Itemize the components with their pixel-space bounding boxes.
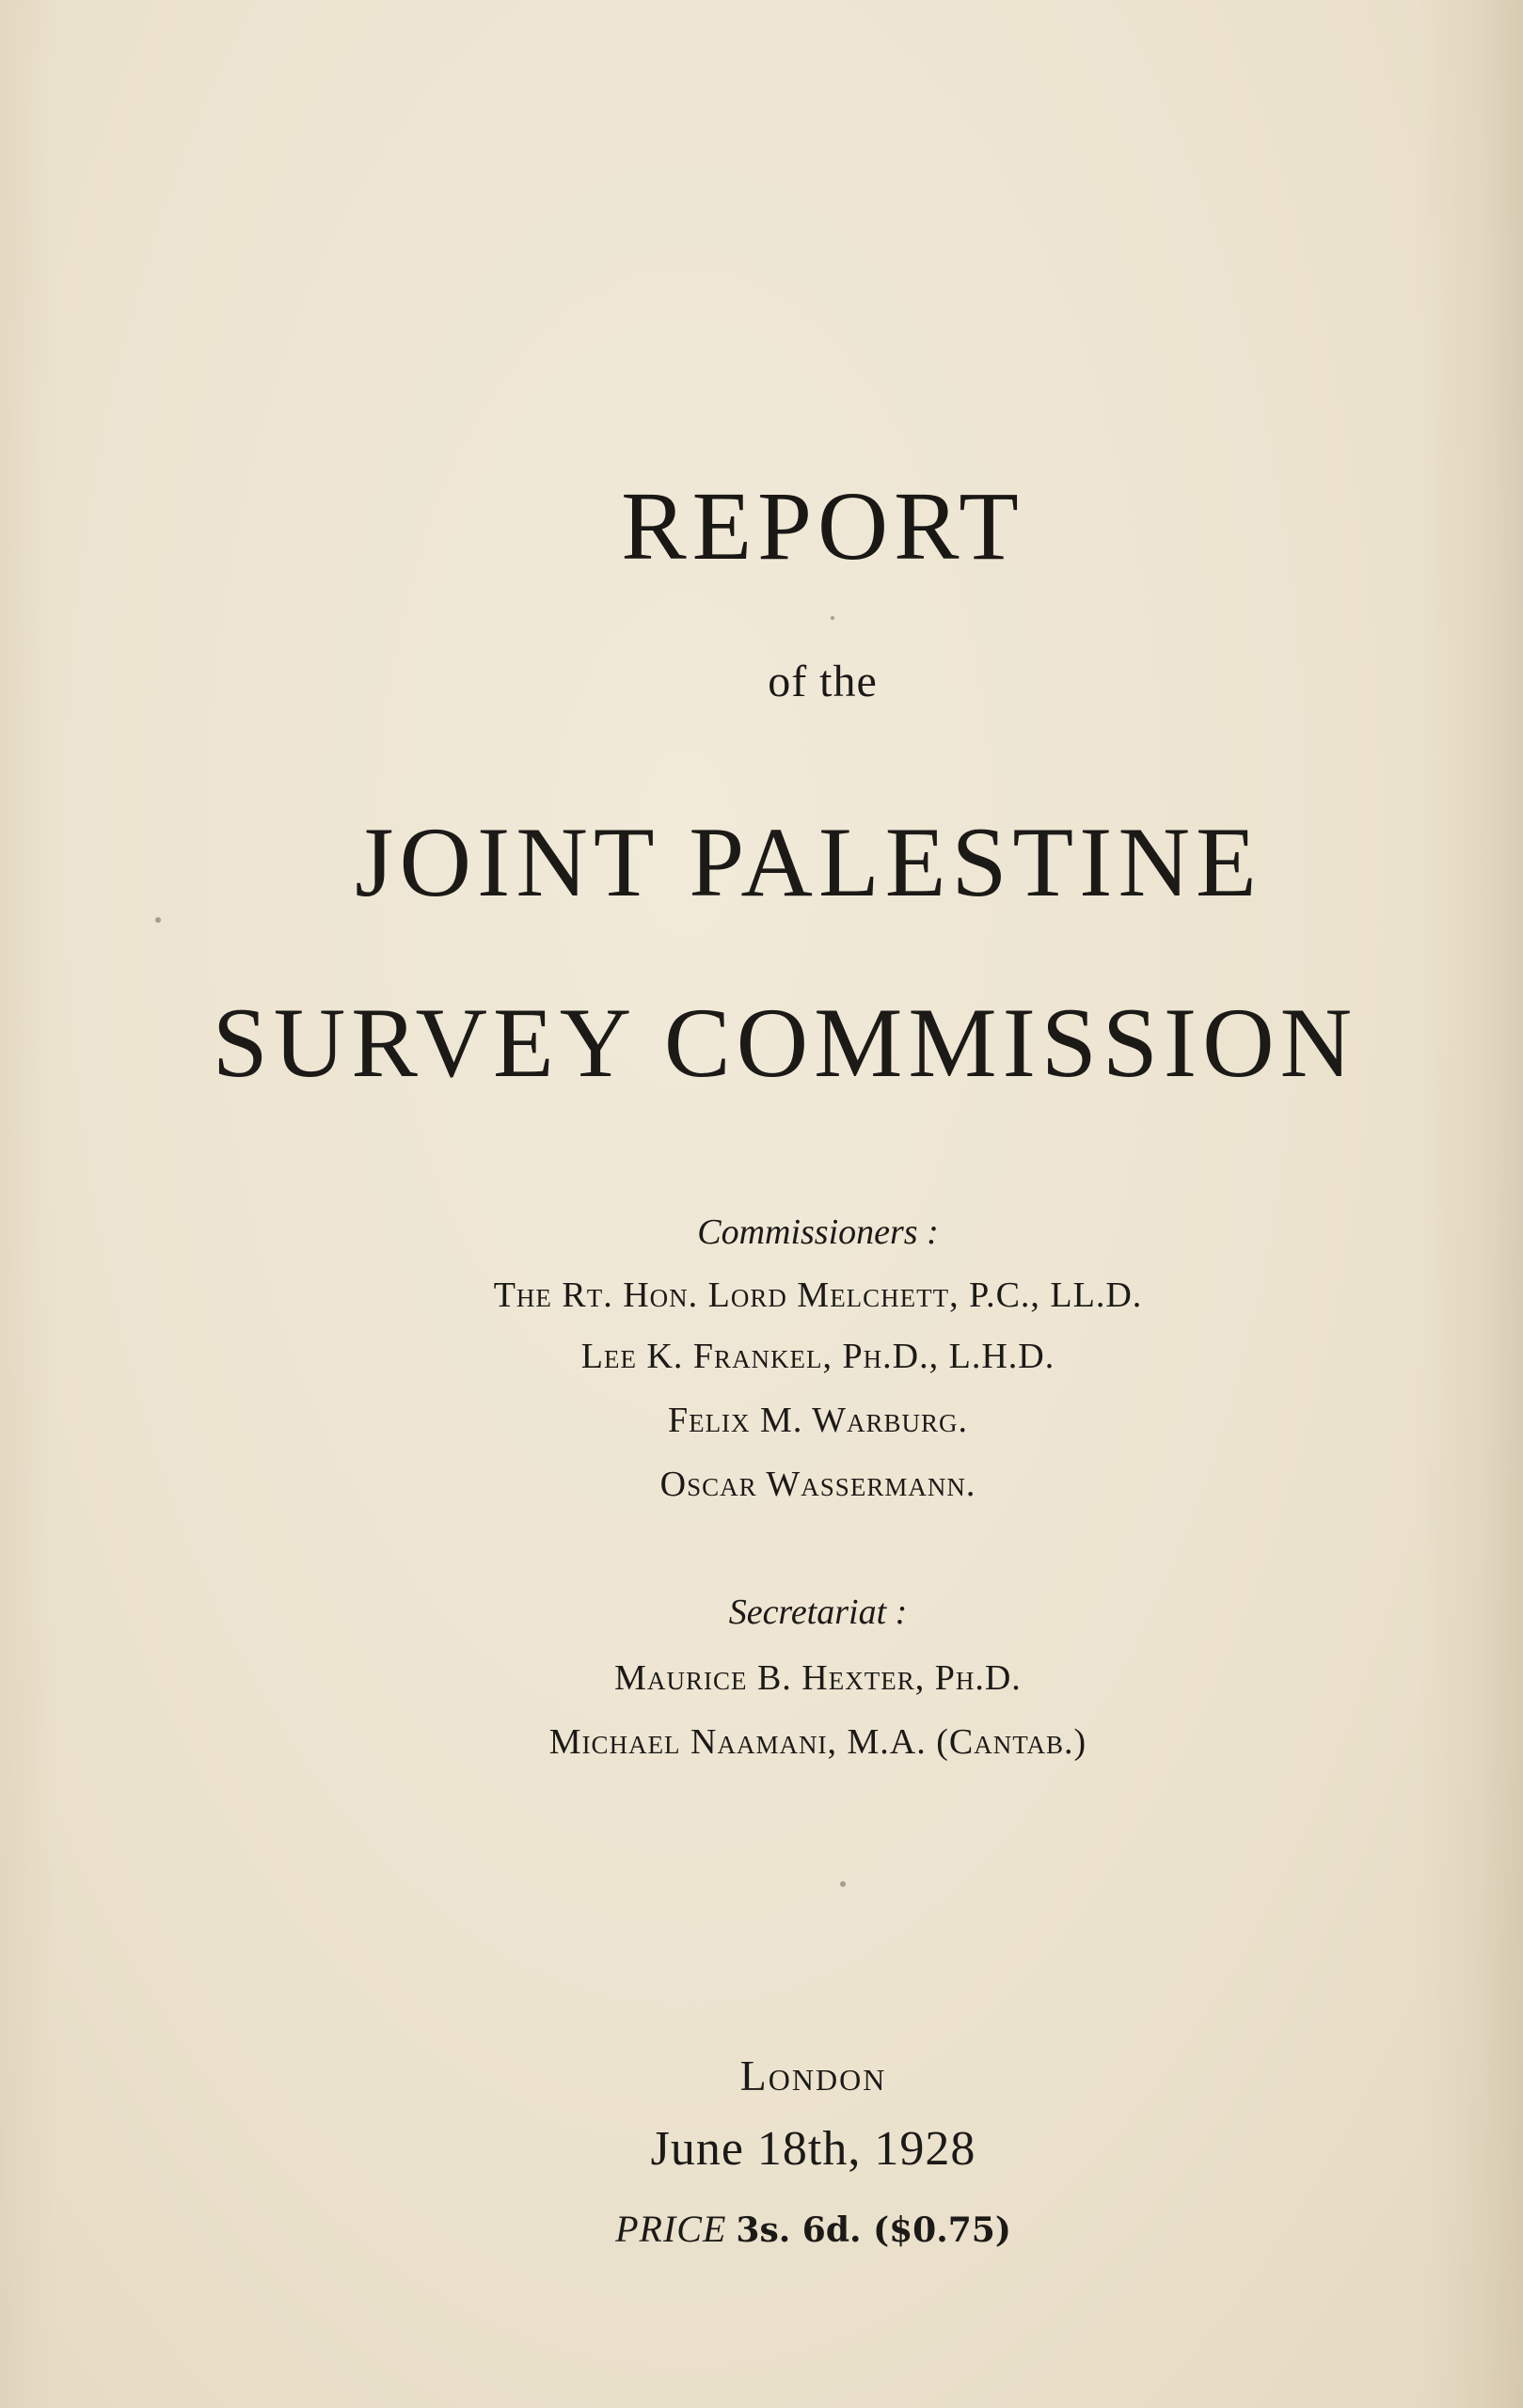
title-line-1: JOINT PALESTINE: [355, 807, 1262, 917]
commissioner-name: Felix M. Warburg.: [667, 1401, 969, 1440]
secretariat-name: Maurice B. Hexter, Ph.D.: [614, 1658, 1022, 1698]
paper-right-shading: [1420, 0, 1523, 2408]
title-report: REPORT: [621, 472, 1024, 580]
paper-left-shading: [0, 0, 56, 2408]
paper-speck: [840, 1881, 846, 1887]
imprint-price: [0, 2207, 1523, 2251]
price-amount: 3s. 6d. ($0.75): [736, 2210, 1011, 2250]
price-label: PRICE: [615, 2208, 727, 2250]
secretariat-heading: Secretariat :: [728, 1592, 908, 1632]
imprint-date: June 18th, 1928: [650, 2122, 976, 2176]
imprint-place: London: [739, 2052, 887, 2099]
commissioner-name: Lee K. Frankel, Ph.D., L.H.D.: [580, 1337, 1055, 1376]
commissioners-heading: Commissioners :: [697, 1212, 939, 1252]
title-of-the: of the: [768, 657, 878, 706]
title-line-2: SURVEY COMMISSION: [212, 988, 1358, 1098]
paper-speck: [831, 616, 834, 620]
commissioner-name: The Rt. Hon. Lord Melchett, P.C., LL.D.: [493, 1275, 1143, 1315]
secretariat-name: Michael Naamani, M.A. (Cantab.): [548, 1722, 1087, 1762]
commissioner-name: Oscar Wassermann.: [659, 1465, 976, 1504]
